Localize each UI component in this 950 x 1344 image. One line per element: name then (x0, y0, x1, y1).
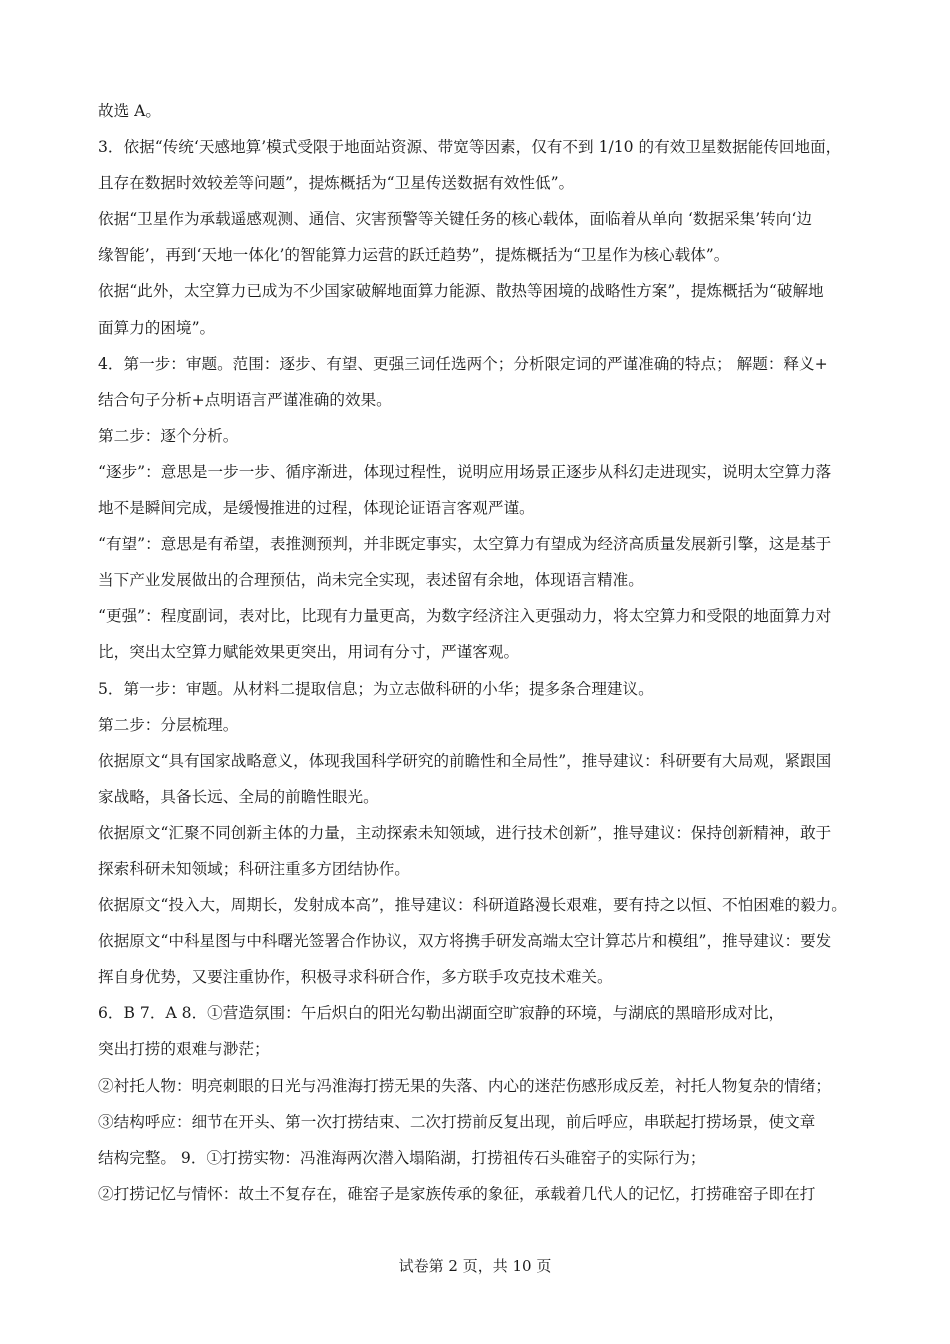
text-line: 地不是瞬间完成，是缓慢推进的过程，体现论证语言客观严谨。 (98, 499, 535, 518)
text-line: 依据“卫星作为承载遥感观测、通信、灾害预警等关键任务的核心载体，面临着从单向 ‘数据采集’转向‘边 (98, 210, 812, 229)
text-line: 依据原文“具有国家战略意义，体现我国科学研究的前瞻性和全局性”，推导建议：科研要有大局观，紧跟国 (98, 751, 832, 770)
text-line: 4．第一步：审题。范围：逐步、有望、更强三词任选两个；分析限定词的严谨准确的特点； 解题：释义+ (98, 354, 828, 373)
text-line: 故选 A。 (98, 102, 161, 120)
text-line: 面算力的困境”。 (98, 318, 216, 337)
answer-text (98, 93, 860, 1212)
text-line: 第二步：分层梳理。 (98, 715, 239, 734)
text-line: 依据原文“汇聚不同创新主体的力量，主动探索未知领域，进行技术创新”，推导建议：保持创新精神，敢于 (98, 823, 832, 842)
text-line: 比，突出太空算力赋能效果更突出，用词有分寸，严谨客观。 (98, 643, 520, 662)
text-line: 突出打捞的艰难与渺茫； (98, 1040, 270, 1059)
text-line: 依据“此外，太空算力已成为不少国家破解地面算力能源、散热等困境的战略性方案”，提炼概括为“破解地 (98, 282, 824, 301)
text-line: 挥自身优势，又要注重协作，积极寻求科研合作，多方联手攻克技术难关。 (98, 968, 613, 987)
text-line: ③结构呼应：细节在开头、第一次打捞结束、二次打捞前反复出现，前后呼应，串联起打捞场景，使文章 (98, 1112, 816, 1131)
text-line: “逐步”：意思是一步一步、循序渐进，体现过程性，说明应用场景正逐步从科幻走进现实，说明太空算力落 (98, 462, 832, 481)
text-line: 6．B 7．A 8．①营造氛围：午后炽白的阳光勾勒出湖面空旷寂静的环境，与湖底的黑暗形成对比， (98, 1004, 785, 1023)
text-line: 第二步：逐个分析。 (98, 426, 239, 445)
text-line: “更强”：程度副词，表对比，比现有力量更高，为数字经济注入更强动力，将太空算力和受限的地面算力对 (98, 607, 832, 626)
text-line: “有望”：意思是有希望，表推测预判，并非既定事实，太空算力有望成为经济高质量发展新引擎，这是基于 (98, 535, 832, 554)
text-line: 当下产业发展做出的合理预估，尚未完全实现，表述留有余地，体现语言精准。 (98, 571, 644, 590)
text-line: 5．第一步：审题。从材料二提取信息；为立志做科研的小华；提多条合理建议。 (98, 679, 654, 698)
text-line: 缘智能’，再到‘天地一体化’的智能算力运营的跃迁趋势”，提炼概括为“卫星作为核心载体”。 (98, 246, 730, 265)
page-footer: 试卷第 2 页，共 10 页 (398, 1257, 552, 1275)
text-line: 家战略，具备长远、全局的前瞻性眼光。 (98, 787, 379, 806)
text-line: 依据原文“中科星图与中科曙光签署合作协议，双方将携手研发高端太空计算芯片和模组”，推导建议：要发 (98, 932, 832, 951)
text-line: 探索科研未知领域；科研注重多方团结协作。 (98, 859, 410, 878)
text-line: 3．依据“传统‘天感地算’模式受限于地面站资源、带宽等因素，仅有不到 1/10 的有效卫星数据能传回地面， (98, 138, 842, 157)
text-line: 依据原文“投入大，周期长，发射成本高”，推导建议：科研道路漫长艰难，要有持之以恒、不怕困难的毅力。 (98, 896, 847, 915)
text-line: 结合句子分析+点明语言严谨准确的效果。 (98, 390, 392, 409)
text-line: 结构完整。 9．①打捞实物：冯淮海两次潜入塌陷湖，打捞祖传石头碓窑子的实际行为； (98, 1148, 706, 1167)
text-line: ②衬托人物：明亮刺眼的日光与冯淮海打捞无果的失落、内心的迷茫伤感形成反差，衬托人物复杂的情绪； (98, 1076, 831, 1095)
text-line: 且存在数据时效较差等问题”，提炼概括为“卫星传送数据有效性低”。 (98, 174, 575, 193)
text-line: ②打捞记忆与情怀：故土不复存在，碓窑子是家族传承的象征，承载着几代人的记忆，打捞碓窑子即在打 (98, 1184, 816, 1203)
